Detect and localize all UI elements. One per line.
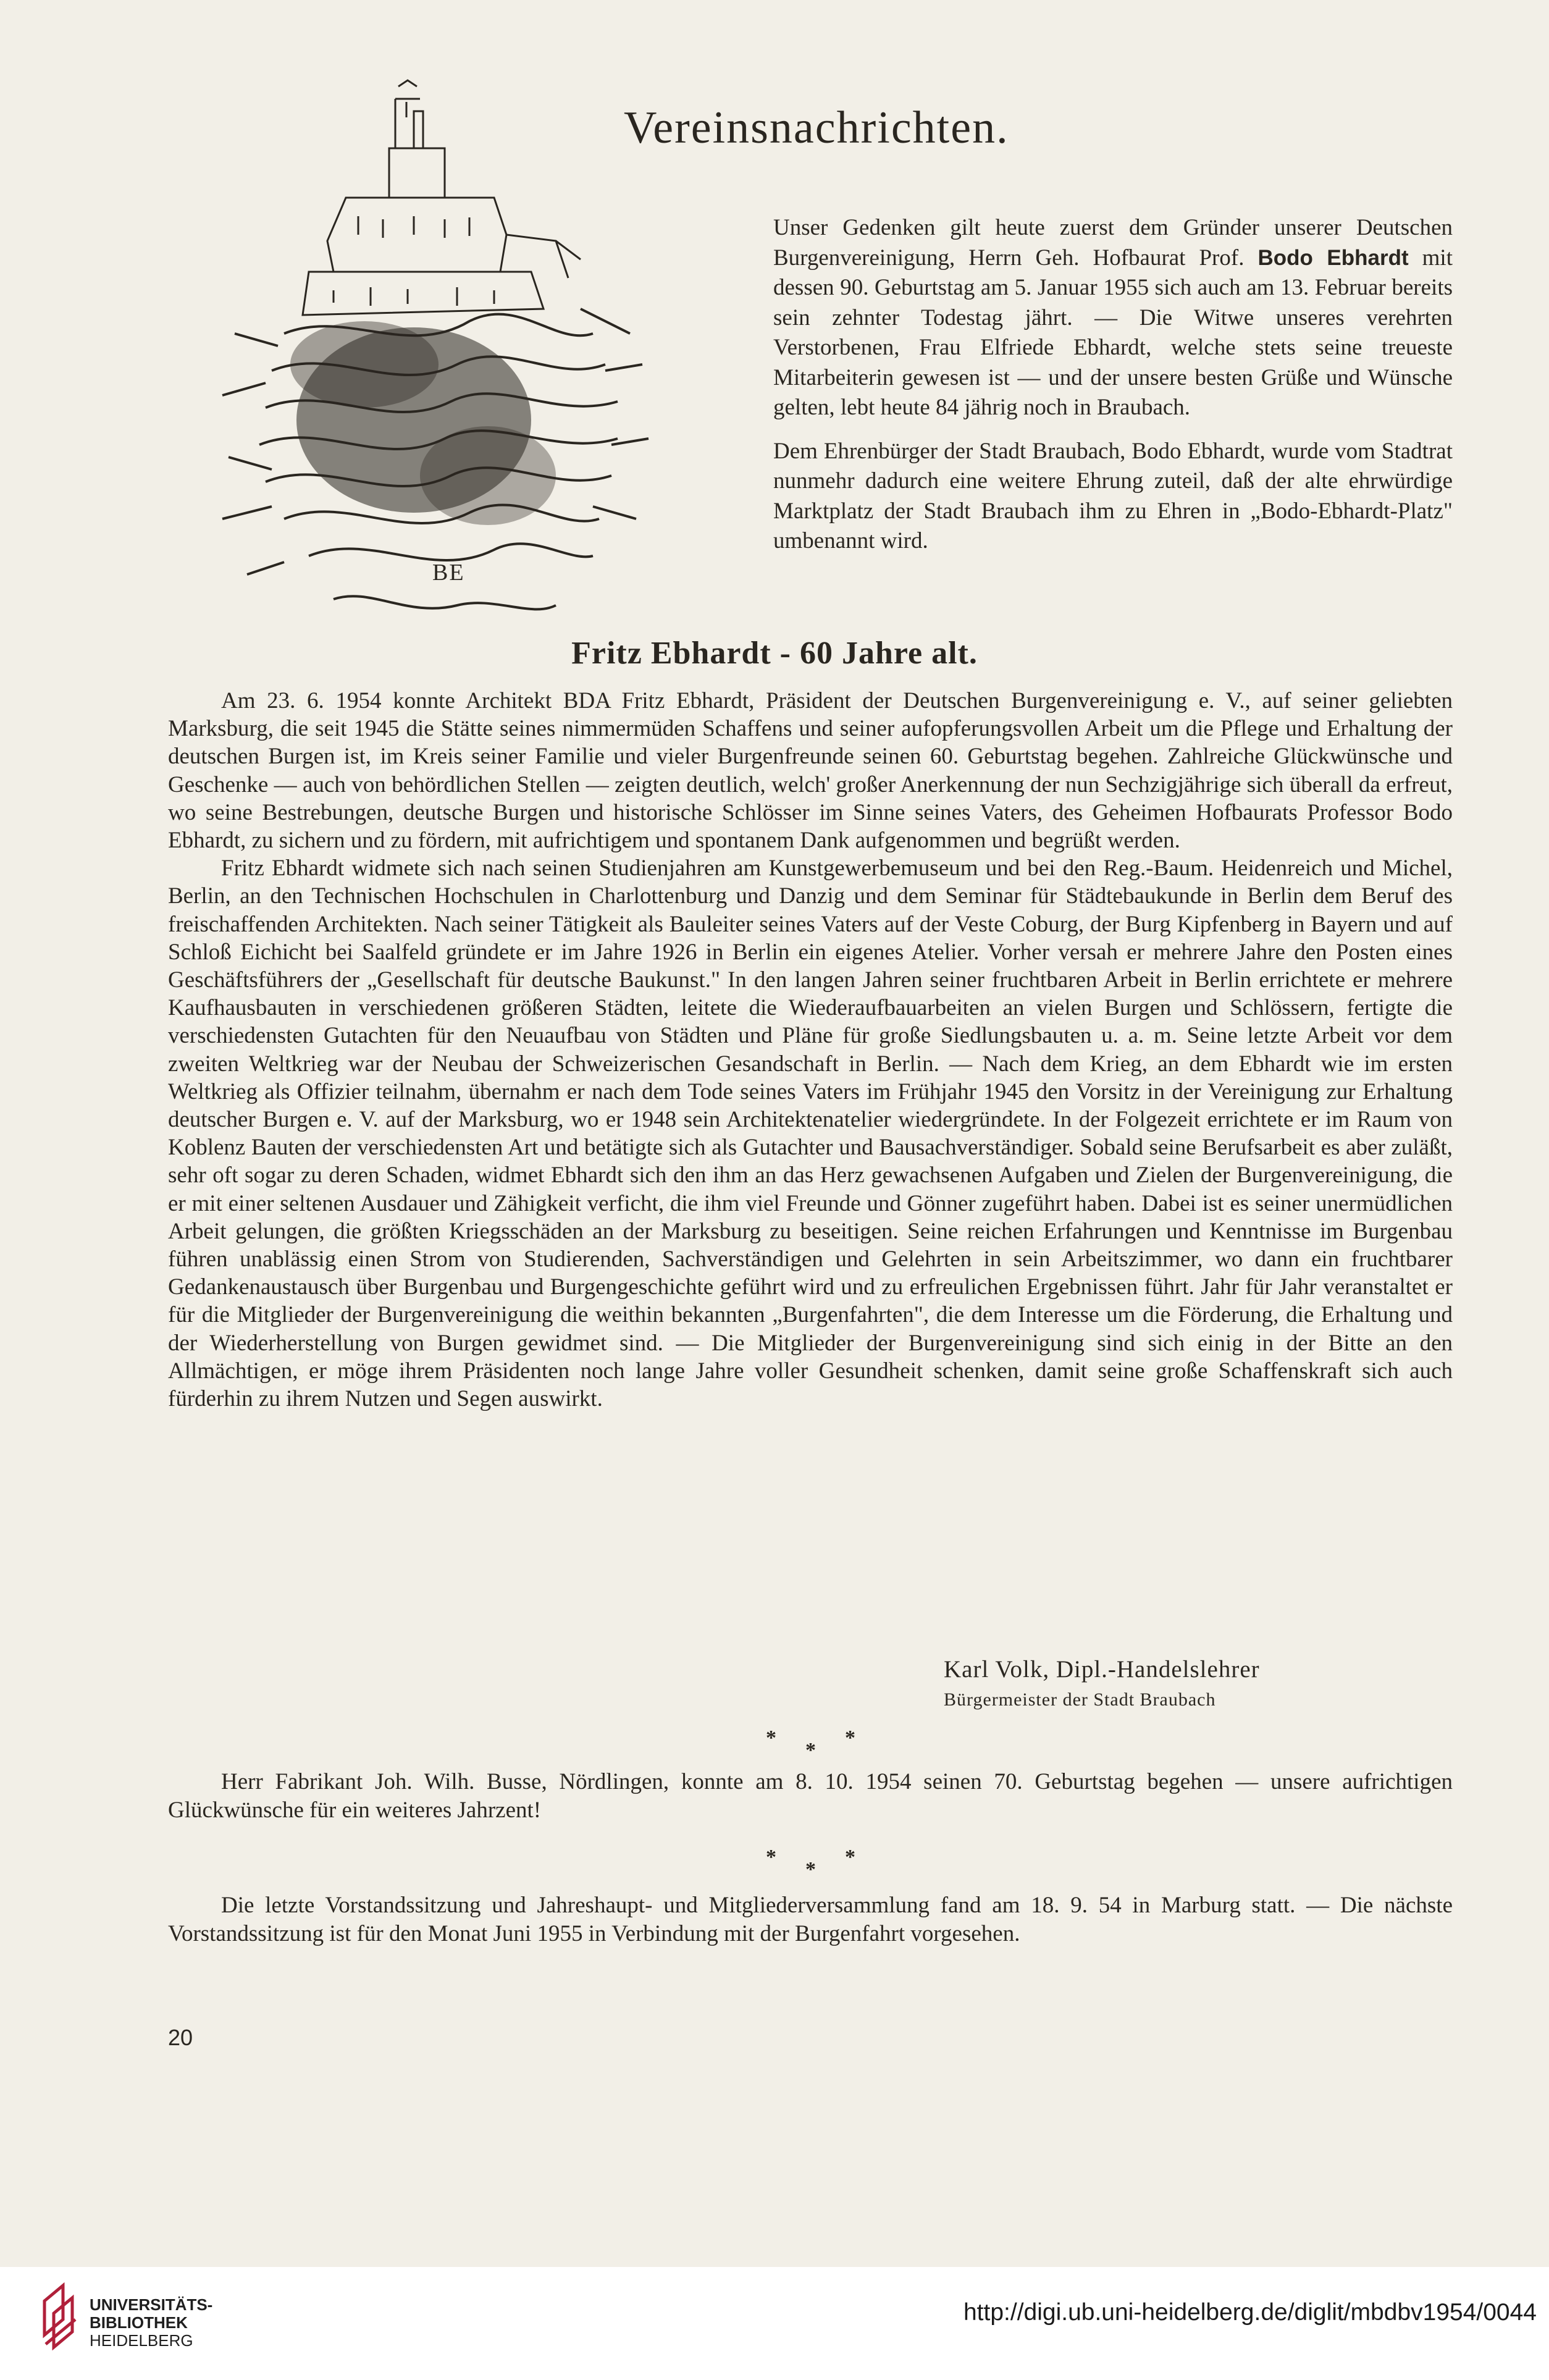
article-paragraph-2: Fritz Ebhardt widmete sich nach seinen Studienjahren am Kunstgewerbemuseum und bei den Reg.-Baum. Heidenreich und Michel, Berlin, an den Technischen Hochschulen in Charlottenburg und Danzig und dem Seminar für Städtebaukunde in Berlin dem Beruf des freischaffenden Architekten. Nach seiner Tätigkeit als Bauleiter seines Vaters auf der Veste Coburg, der Burg Kipfenberg in Bayern und auf Schloß Eichicht bei Saalfeld gründete er im Jahre 1926 in Berlin ein eigenes Atelier. Vorher versah er mehrere Jahre den Posten eines Geschäftsführers der „Gesellschaft für deutsche Baukunst." In den langen Jahren seiner fruchtbaren Arbeit in Berlin errichtete er mehrere Kaufhausbauten in verschiedenen größeren Städten, leitete die Wiederaufbauarbeiten an vielen Burgen und Schlössern, fertigte die verschiedensten Gutachten für den Neuaufbau von Städten und Pläne für große Siedlungsbauten u. a. m. Seine letzte Arbeit vor dem zweiten Weltkrieg war der Neubau der Schweizerischen Gesandschaft in Berlin. — Nach dem Krieg, an dem Ebhardt wie im ersten Weltkrieg als Offizier teilnahm, übernahm er nach dem Tode seines Vaters im Frühjahr 1945 den Vorsitz in der Vereinigung zur Erhaltung deutscher Burgen e. V. auf der Marksburg, wo er 1948 sein Architektenatelier wiedergründete. In der Folgezeit errichtete er im Raum von Koblenz Bauten der verschiedensten Art und betätigte sich als Gutachter und Bausachverständiger. Sobald seine Berufsarbeit es aber zuläßt, sehr oft sogar zu deren Schaden, widmet Ebhardt sich den ihm an das Herz gewachsenen Aufgaben und Zielen der Burgenvereinigung, die er mit einer seltenen Ausdauer und Zähigkeit verficht, die ihm viel Freunde und Gönner zugeführt haben. Dabei ist es seiner unermüdlichen Arbeit gelungen, die größten Kriegsschäden an der Marksburg zu beseitigen. Seine reichen Erfahrungen und Kenntnisse im Burgenbau führen unablässig einen Strom von Studierenden, Sachverständigen und Gelehrten in sein Arbeitszimmer, wo dann ein fruchtbarer Gedankenaustausch über Burgenbau und Burgengeschichte geführt wird und zu erfreulichen Ergebnissen führt. Jahr für Jahr veranstaltet er für die Mitglieder der Burgenvereinigung die weithin bekannten „Burgenfahrten", die dem Interesse um die Förderung, die Erhaltung und der Wiederherstellung von Burgen gewidmet sind. — Die Mitglieder der Burgenvereinigung sind sich einig in der Bitte an den Allmächtigen, er möge ihrem Präsidenten noch lange Jahre voller Gesundheit schenken, damit seine große Schaffenskraft sich auch fürderhin zu ihrem Nutzen und Segen auswirkt. xyxy=(168,856,1453,1412)
library-name-line-1: UNIVERSITÄTS- xyxy=(90,2295,213,2314)
library-logo-icon[interactable] xyxy=(38,2282,82,2363)
signature-role: Bürgermeister der Stadt Braubach xyxy=(944,1689,1216,1710)
intro-paragraph-2: Dem Ehrenbürger der Stadt Braubach, Bodo Ebhardt, wurde vom Stadtrat nunmehr dadurch eine weitere Ehrung zuteil, daß der alte ehrwürdige Marktplatz der Stadt Braubach ihm zu Ehren in „Bodo-Ebhardt-Platz" umbenannt wird. xyxy=(773,438,1453,553)
article-title: Fritz Ebhardt - 60 Jahre alt. xyxy=(571,636,978,671)
signature-name: Karl Volk, Dipl.-Handelslehrer xyxy=(944,1656,1260,1683)
note-busse-text: Herr Fabrikant Joh. Wilh. Busse, Nördlingen, konnte am 8. 10. 1954 seinen 70. Geburtstag begehen — unsere aufrichtigen Glückwünsche für ein weiteres Jahrzent! xyxy=(168,1769,1453,1823)
castle-drawing-icon xyxy=(210,74,655,630)
note-busse xyxy=(168,1768,1453,1825)
page-heading: Vereinsnachrichten. xyxy=(624,103,1009,153)
library-name[interactable] xyxy=(90,2296,212,2350)
library-name-line-3: HEIDELBERG xyxy=(90,2331,193,2350)
intro-paragraph-1: Unser Gedenken gilt heute zuerst dem Gründer unserer Deutschen Burgenvereinigung, Herrn Geh. Hofbaurat Prof. Bodo Ebhardt mit dessen 90. Geburtstag am 5. Januar 1955 sich auch am 13. Februar bereits sein zehnter Todestag jährt. — Die Witwe unseres verehrten Verstorbenen, Frau Elfriede Ebhardt, welche stets seine treueste Mitarbeiterin gewesen ist — und der unsere besten Grüße und Wünsche gelten, lebt heute 84 jährig noch in Braubach. xyxy=(773,215,1453,420)
monogram: BE xyxy=(432,560,465,586)
source-url-link[interactable]: http://digi.ub.uni-heidelberg.de/diglit/mbdbv1954/0044 xyxy=(963,2299,1537,2326)
separator-asterisk: * xyxy=(766,1846,776,1869)
note-vorstand-text: Die letzte Vorstandssitzung und Jahreshaupt- und Mitgliederversammlung fand am 18. 9. 54 in Marburg statt. — Die nächste Vorstandssitzung ist für den Monat Juni 1955 in Verbindung mit der Burgenfahrt vorgesehen. xyxy=(168,1893,1453,1946)
library-name-line-2: BIBLIOTHEK xyxy=(90,2313,188,2332)
separator-asterisk: * xyxy=(805,1858,816,1881)
separator-asterisk: * xyxy=(845,1846,855,1869)
separator-asterisk: * xyxy=(766,1726,776,1749)
intro-section xyxy=(773,213,1453,557)
article-body xyxy=(168,687,1453,1413)
separator-asterisk: * xyxy=(845,1726,855,1749)
separator-asterisk: * xyxy=(805,1739,816,1762)
note-vorstand xyxy=(168,1891,1453,1948)
bold-name: Bodo Ebhardt xyxy=(1257,245,1409,270)
page-number: 20 xyxy=(168,2025,193,2050)
article-paragraph-1: Am 23. 6. 1954 konnte Architekt BDA Fritz Ebhardt, Präsident der Deutschen Burgenvereinigung e. V., auf seiner geliebten Marksburg, die seit 1945 die Stätte seines nimmermüden Schaffens und seiner aufopferungsvollen Arbeit um die Pflege und Erhaltung der deutschen Burgen ist, im Kreis seiner Familie und vieler Burgenfreunde seinen 60. Geburtstag begehen. Zahlreiche Glückwünsche und Geschenke — auch von behördlichen Stellen — zeigten deutlich, welch' großer Anerkennung der nun Sechzigjährige sich überall da erfreut, wo seine Bestrebungen, deutsche Burgen und historische Schlösser im Sinne seines Vaters, des Geheimen Hofbaurats Professor Bodo Ebhardt, zu sichern und zu fördern, mit aufrichtigem und spontanem Dank aufgenommen und begrüßt werden. xyxy=(168,688,1453,854)
